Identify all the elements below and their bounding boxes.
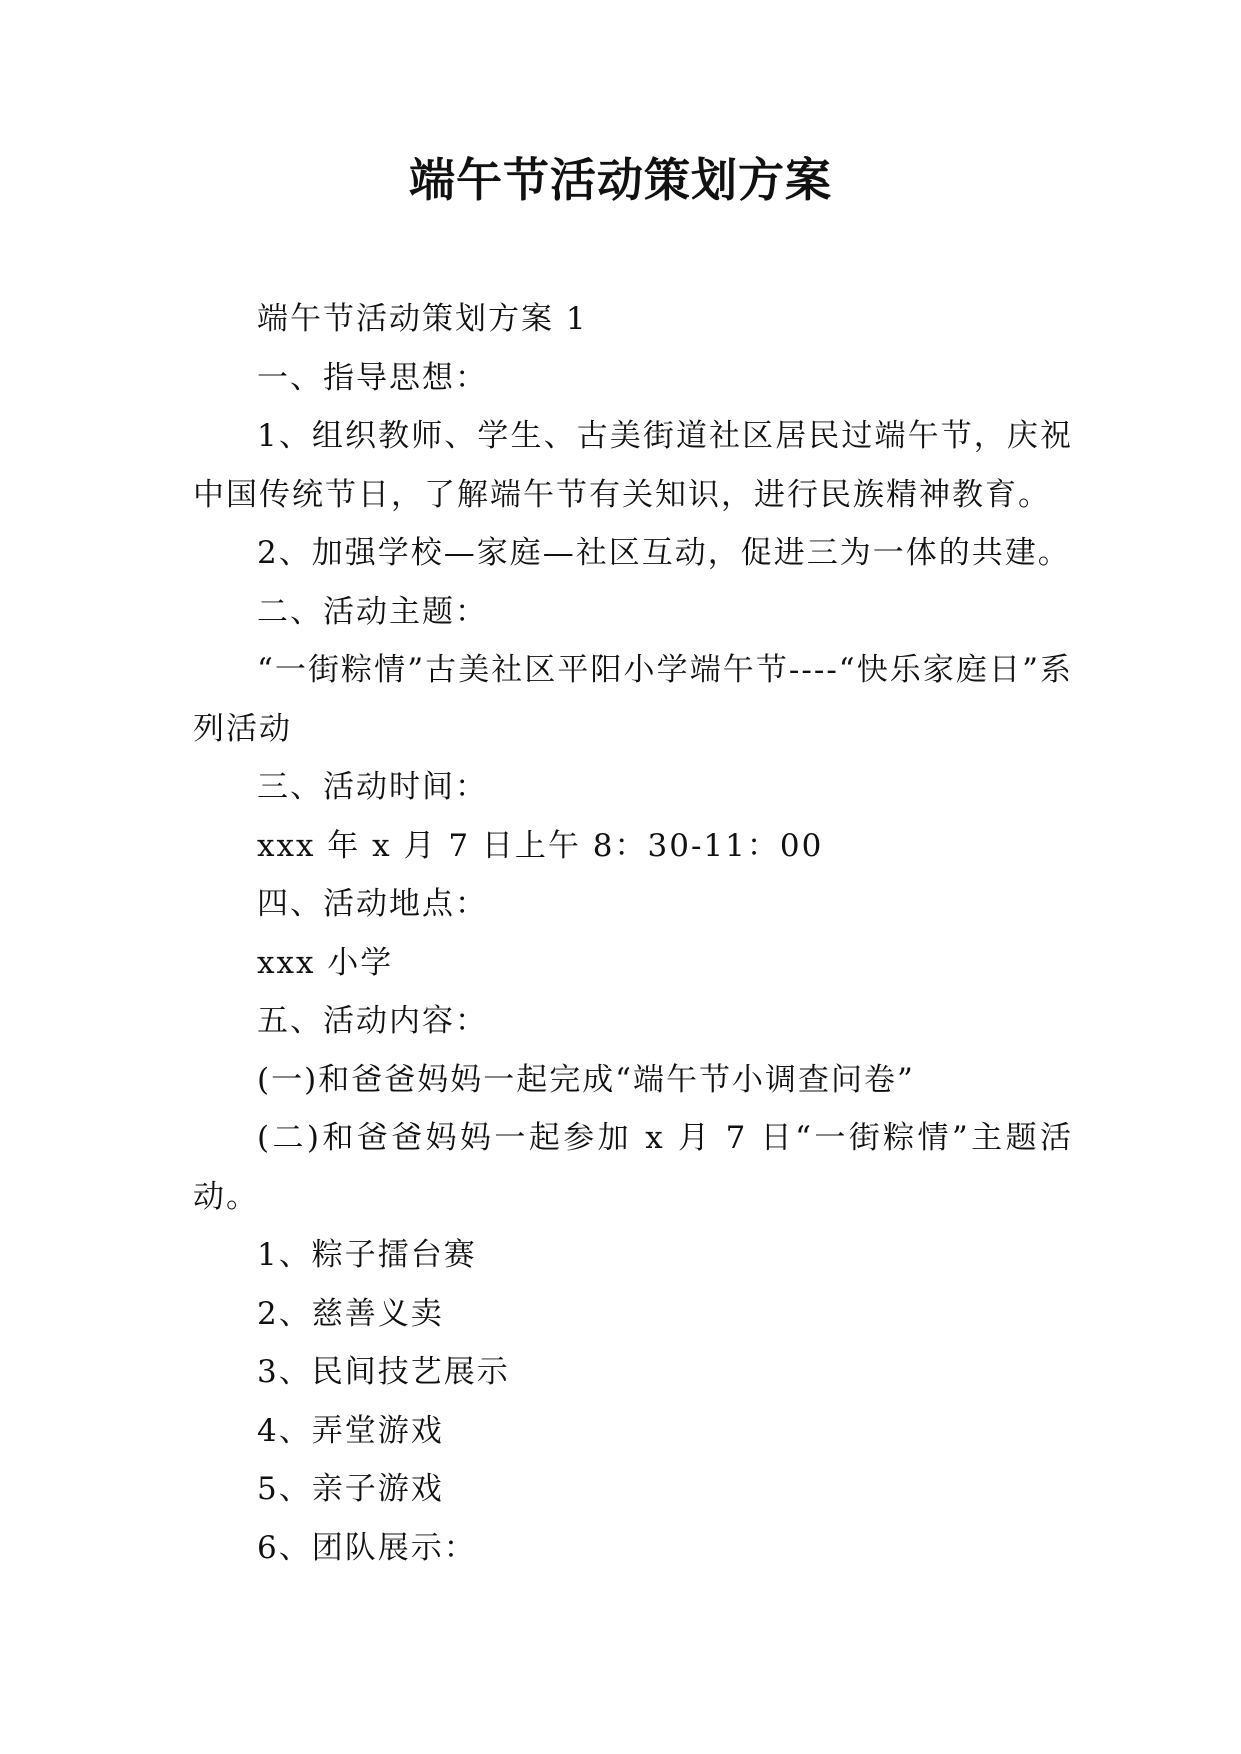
paragraph-content-item-1: (一)和爸爸妈妈一起完成“端午节小调查问卷” <box>257 1061 915 1098</box>
paragraph-plan-heading: 端午节活动策划方案 1 <box>257 301 588 337</box>
paragraph-location: xxx 小学 <box>257 944 394 981</box>
list-item-activity-2: 2、慈善义卖 <box>257 1295 444 1332</box>
list-item-activity-1: 1、粽子擂台赛 <box>257 1237 477 1273</box>
paragraph-theme: “一街粽情”古美社区平阳小学端午节----“快乐家庭日”系列活动 <box>193 652 1073 747</box>
list-item-activity-3: 3、民间技艺展示 <box>257 1354 510 1390</box>
paragraph-content-item-2: (二)和爸爸妈妈一起参加 x 月 7 日“一街粽情”主题活动。 <box>193 1120 1073 1215</box>
section-heading-time: 三、活动时间： <box>257 769 488 805</box>
document-title: 端午节活动策划方案 <box>409 153 832 207</box>
section-heading-location: 四、活动地点： <box>257 886 488 922</box>
section-heading-content: 五、活动内容： <box>257 1003 488 1039</box>
document-body <box>193 290 1073 1577</box>
section-heading-guiding-ideology: 一、指导思想： <box>257 359 488 396</box>
paragraph-time: xxx 年 x 月 7 日上午 8：30-11：00 <box>257 827 824 864</box>
list-item-activity-5: 5、亲子游戏 <box>257 1471 444 1507</box>
paragraph-ideology-item-2: 2、加强学校—家庭—社区互动，促进三为一体的共建。 <box>257 535 1071 571</box>
list-item-activity-6: 6、团队展示： <box>257 1529 477 1566</box>
paragraph-ideology-item-1: 1、组织教师、学生、古美街道社区居民过端午节，庆祝中国传统节日，了解端午节有关知识，进行民族精神教育。 <box>193 418 1073 513</box>
section-heading-theme: 二、活动主题： <box>257 593 488 630</box>
list-item-activity-4: 4、弄堂游戏 <box>257 1412 444 1449</box>
